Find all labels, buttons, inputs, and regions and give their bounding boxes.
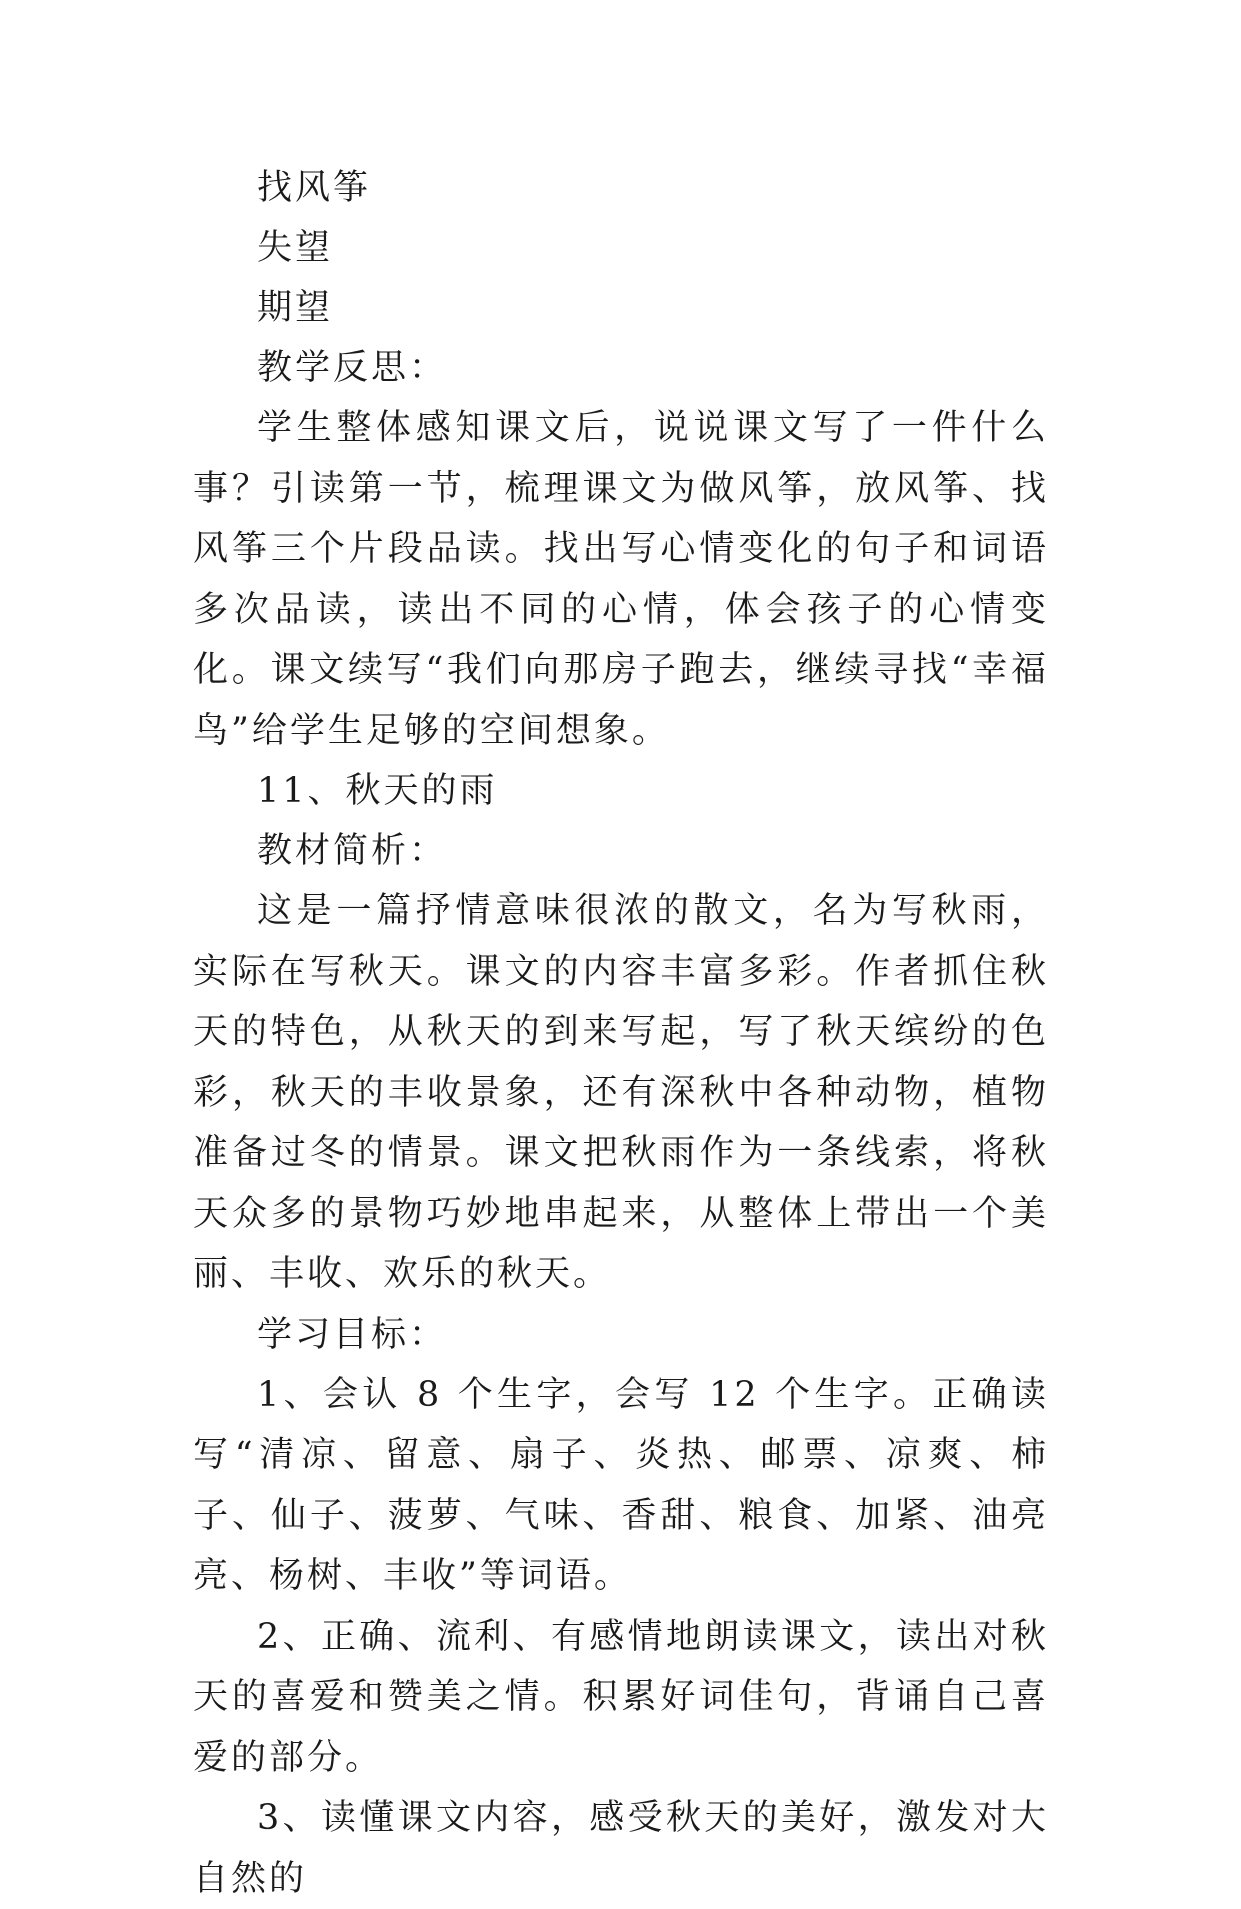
- heading-material-analysis: 教材简析：: [257, 831, 448, 871]
- line-expectation: 期望: [257, 288, 334, 328]
- paragraph-goal-1: 1、会认 8 个生字，会写 12 个生字。正确读写“清凉、留意、扇子、炎热、邮票、凉爽、柿子、仙子、菠萝、气味、香甜、粮食、加紧、油亮亮、杨树、丰收”等词语。: [193, 1374, 1049, 1596]
- heading-learning-goals: 学习目标：: [257, 1314, 448, 1355]
- paragraph-goal-2: 2、正确、流利、有感情地朗读课文，读出对秋天的喜爱和赞美之情。积累好词佳句，背诵自己喜爱的部分。: [193, 1616, 1049, 1778]
- paragraph-goal-3: 3、读懂课文内容，感受秋天的美好，激发对大自然的: [193, 1798, 1049, 1899]
- line-find-kite: 找风筝: [257, 168, 372, 208]
- paragraph-reflection: 学生整体感知课文后，说说课文写了一件什么事？引读第一节，梳理课文为做风筝，放风筝、找风筝三个片段品读。找出写心情变化的句子和词语多次品读，读出不同的心情，体会孩子的心情变化。课文续写“我们向那房子跑去，继续寻找“幸福鸟”给学生足够的空间想象。: [193, 408, 1049, 751]
- heading-lesson-11: 11、秋天的雨: [257, 771, 498, 811]
- line-disappointment: 失望: [257, 228, 334, 268]
- paragraph-material-analysis: 这是一篇抒情意味很浓的散文，名为写秋雨，实际在写秋天。课文的内容丰富多彩。作者抓住秋天的特色，从秋天的到来写起，写了秋天缤纷的色彩，秋天的丰收景象，还有深秋中各种动物，植物准备过冬的情景。课文把秋雨作为一条线索，将秋天众多的景物巧妙地串起来，从整体上带出一个美丽、丰收、欢乐的秋天。: [193, 891, 1049, 1294]
- document-page: [193, 158, 1049, 1909]
- heading-teaching-reflection: 教学反思：: [257, 348, 448, 388]
